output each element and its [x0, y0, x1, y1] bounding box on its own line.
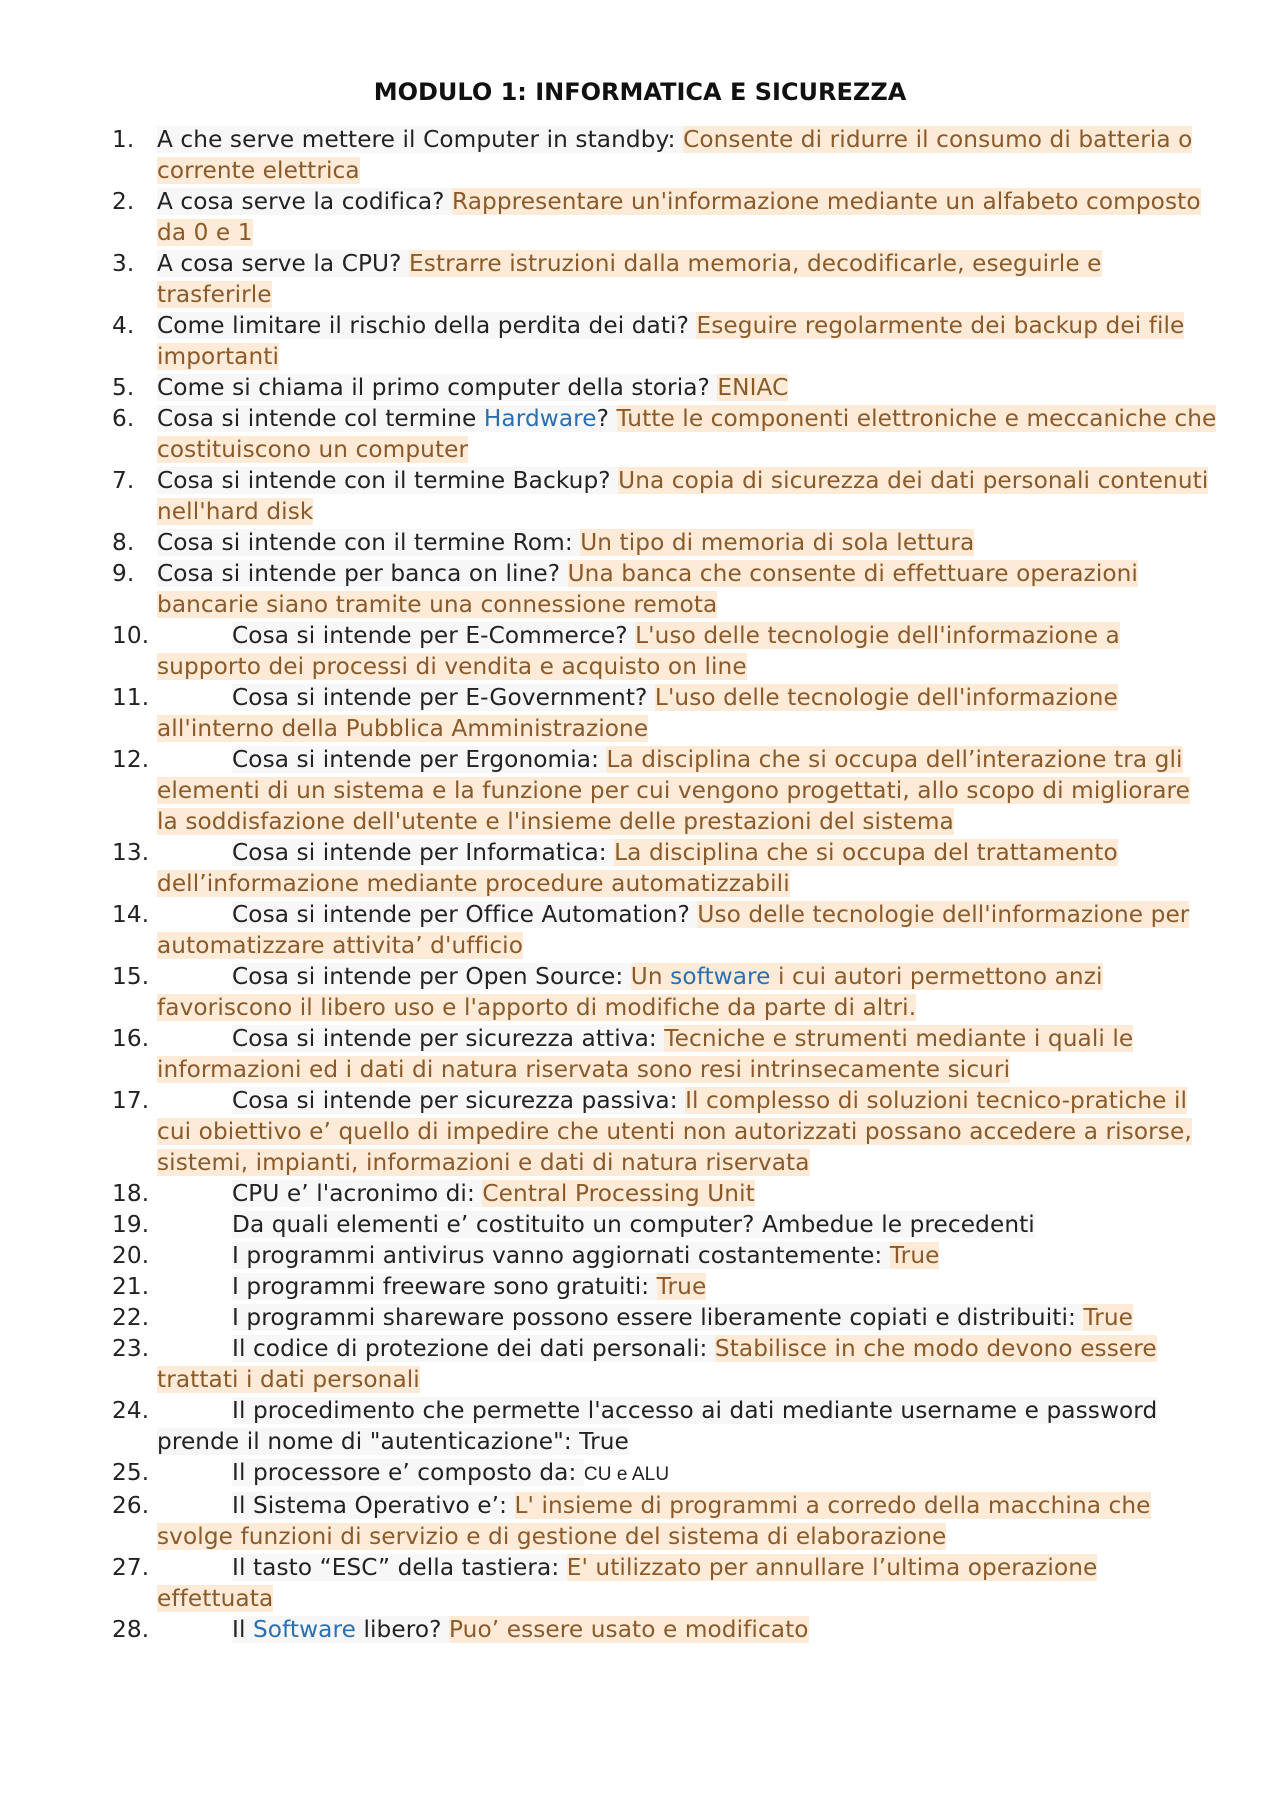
list-item [112, 558, 1217, 620]
list-item [112, 248, 1217, 310]
question-text: I programmi antivirus vanno aggiornati costantemente: [232, 1242, 890, 1269]
list-item [112, 1395, 1217, 1457]
answer-text: Una copia di sicurezza dei dati personali contenuti nell'hard disk [157, 467, 1209, 525]
item-number: 28. [112, 1616, 150, 1643]
list-item [112, 1085, 1217, 1178]
answer-text: La disciplina che si occupa dell’interazione tra gli elementi di un sistema e la funzione per cui vengono progettati, allo scopo di migliorare la soddisfazione dell'utente e l'insieme delle prestazioni del sistema [157, 746, 1190, 835]
question-text: I programmi shareware possono essere liberamente copiati e distribuiti: [232, 1304, 1084, 1331]
list-item [112, 744, 1217, 837]
list-item [112, 1457, 1217, 1490]
question-text: Cosa si intende per E-Commerce? [232, 622, 636, 649]
list-item [112, 527, 1217, 558]
item-number: 4. [112, 312, 135, 339]
question-text: Cosa si intende per sicurezza passiva: [232, 1087, 686, 1114]
question-text: A cosa serve la CPU? [157, 250, 410, 277]
list-item [112, 1271, 1217, 1302]
question-text: Cosa si intende per Informatica: [232, 839, 615, 866]
item-number: 3. [112, 250, 135, 277]
question-text: Il tasto “ESC” della tastiera: [232, 1554, 567, 1581]
list-item [112, 961, 1217, 1023]
list-item [112, 620, 1217, 682]
item-number: 26. [112, 1492, 150, 1519]
software-link[interactable]: Software [252, 1616, 356, 1643]
item-number: 22. [112, 1304, 150, 1331]
answer-text: Una banca che consente di effettuare operazioni bancarie siano tramite una connessione remota [157, 560, 1138, 618]
answer-text: Estrarre istruzioni dalla memoria, decodificarle, eseguirle e trasferirle [157, 250, 1102, 308]
answer-text: La disciplina che si occupa del trattamento dell’informazione mediante procedure automatizzabili [157, 839, 1118, 897]
item-number: 19. [112, 1211, 150, 1238]
question-text: Cosa si intende per banca on line? [157, 560, 568, 587]
item-number: 1. [112, 126, 135, 153]
question-list [112, 124, 1217, 1645]
answer-text: L'uso delle tecnologie dell'informazione a supporto dei processi di vendita e acquisto on line [157, 622, 1120, 680]
list-item [112, 372, 1217, 403]
item-number: 21. [112, 1273, 150, 1300]
answer-text: Rappresentare un'informazione mediante un alfabeto composto da 0 e 1 [157, 188, 1201, 246]
question-text: Il Sistema Operativo e’: [232, 1492, 515, 1519]
question-text: Da quali elementi e’ costituito un computer? Ambedue le precedenti [232, 1211, 1035, 1238]
list-item [112, 186, 1217, 248]
hardware-link[interactable]: Hardware [483, 405, 597, 432]
answer-text: Un [630, 963, 671, 990]
item-number: 5. [112, 374, 135, 401]
answer-text: Eseguire regolarmente dei backup dei file importanti [157, 312, 1185, 370]
question-text: Come limitare il rischio della perdita dei dati? [157, 312, 697, 339]
question-text: CPU e’ l'acronimo di: [232, 1180, 483, 1207]
question-text: Il [232, 1616, 253, 1643]
question-text: Cosa si intende per sicurezza attiva: [232, 1025, 665, 1052]
item-number: 18. [112, 1180, 150, 1207]
list-item [112, 310, 1217, 372]
list-item [112, 1302, 1217, 1333]
item-number: 14. [112, 901, 150, 928]
question-text: Il codice di protezione dei dati personali: [232, 1335, 715, 1362]
answer-text: Tutte le componenti elettroniche e meccaniche che costituiscono un computer [157, 405, 1217, 463]
list-item [112, 1178, 1217, 1209]
answer-text: CU e ALU [583, 1464, 670, 1485]
answer-text: True [889, 1242, 940, 1269]
question-text: Il procedimento che permette l'accesso ai dati mediante username e password prende il nome di "autenticazione": True [157, 1397, 1158, 1455]
question-text: Cosa si intende con il termine Rom: [157, 529, 581, 556]
answer-text: Un tipo di memoria di sola lettura [580, 529, 975, 556]
item-number: 27. [112, 1554, 150, 1581]
list-item [112, 682, 1217, 744]
answer-text: Uso delle tecnologie dell'informazione per automatizzare attivita’ d'ufficio [157, 901, 1190, 959]
item-number: 11. [112, 684, 150, 711]
question-text: I programmi freeware sono gratuiti: [232, 1273, 657, 1300]
software-link[interactable]: software [670, 963, 771, 990]
answer-text: True [1083, 1304, 1134, 1331]
item-number: 16. [112, 1025, 150, 1052]
answer-text: Tecniche e strumenti mediante i quali le informazioni ed i dati di natura riservata sono resi intrinsecamente sicuri [157, 1025, 1134, 1083]
question-text: A che serve mettere il Computer in standby: [157, 126, 684, 153]
item-number: 13. [112, 839, 150, 866]
item-number: 10. [112, 622, 150, 649]
list-item [112, 1614, 1217, 1645]
item-number: 23. [112, 1335, 150, 1362]
item-number: 8. [112, 529, 135, 556]
question-text: Il processore e’ composto da: [232, 1459, 584, 1486]
page-title: MODULO 1: INFORMATICA E SICUREZZA [373, 78, 907, 106]
item-number: 2. [112, 188, 135, 215]
list-item [112, 403, 1217, 465]
list-item [112, 837, 1217, 899]
list-item [112, 1240, 1217, 1271]
answer-text: Central Processing Unit [482, 1180, 755, 1207]
question-text: Cosa si intende per Office Automation? [232, 901, 698, 928]
answer-text: L' insieme di programmi a corredo della macchina che svolge funzioni di servizio e di gestione del sistema di elaborazione [157, 1492, 1151, 1550]
question-text: Come si chiama il primo computer della storia? [157, 374, 718, 401]
item-number: 25. [112, 1459, 150, 1486]
question-text: ? [596, 405, 617, 432]
question-text: Cosa si intende per Open Source: [232, 963, 631, 990]
list-item [112, 1333, 1217, 1395]
list-item [112, 1209, 1217, 1240]
question-text: libero? [355, 1616, 449, 1643]
item-number: 12. [112, 746, 150, 773]
item-number: 15. [112, 963, 150, 990]
item-number: 9. [112, 560, 135, 587]
answer-text: Il complesso di soluzioni tecnico-pratiche il cui obiettivo e’ quello di impedire che utenti non autorizzati possano accedere a risorse, sistemi, impianti, informazioni e dati di natura riservata [157, 1087, 1192, 1176]
answer-text: Puo’ essere usato e modificato [449, 1616, 809, 1643]
list-item [112, 1490, 1217, 1552]
question-text: Cosa si intende col termine [157, 405, 484, 432]
item-number: 7. [112, 467, 135, 494]
answer-text: i cui autori permettono anzi favoriscono il libero uso e l'apporto di modifiche da parte di altri. [157, 963, 1103, 1021]
question-text: Cosa si intende per Ergonomia: [232, 746, 607, 773]
list-item [112, 1552, 1217, 1614]
list-item [112, 1023, 1217, 1085]
answer-text: L'uso delle tecnologie dell'informazione all'interno della Pubblica Amministrazione [157, 684, 1118, 742]
list-item [112, 899, 1217, 961]
item-number: 17. [112, 1087, 150, 1114]
list-item [112, 465, 1217, 527]
question-text: Cosa si intende per E-Government? [232, 684, 655, 711]
item-number: 24. [112, 1397, 150, 1424]
item-number: 20. [112, 1242, 150, 1269]
answer-text: ENIAC [717, 374, 789, 401]
answer-text: E' utilizzato per annullare l’ultima operazione effettuata [157, 1554, 1098, 1612]
question-text: A cosa serve la codifica? [157, 188, 453, 215]
item-number: 6. [112, 405, 135, 432]
answer-text: Stabilisce in che modo devono essere trattati i dati personali [157, 1335, 1157, 1393]
answer-text: Consente di ridurre il consumo di batteria o corrente elettrica [157, 126, 1193, 184]
list-item [112, 124, 1217, 186]
question-text: Cosa si intende con il termine Backup? [157, 467, 619, 494]
answer-text: True [656, 1273, 707, 1300]
